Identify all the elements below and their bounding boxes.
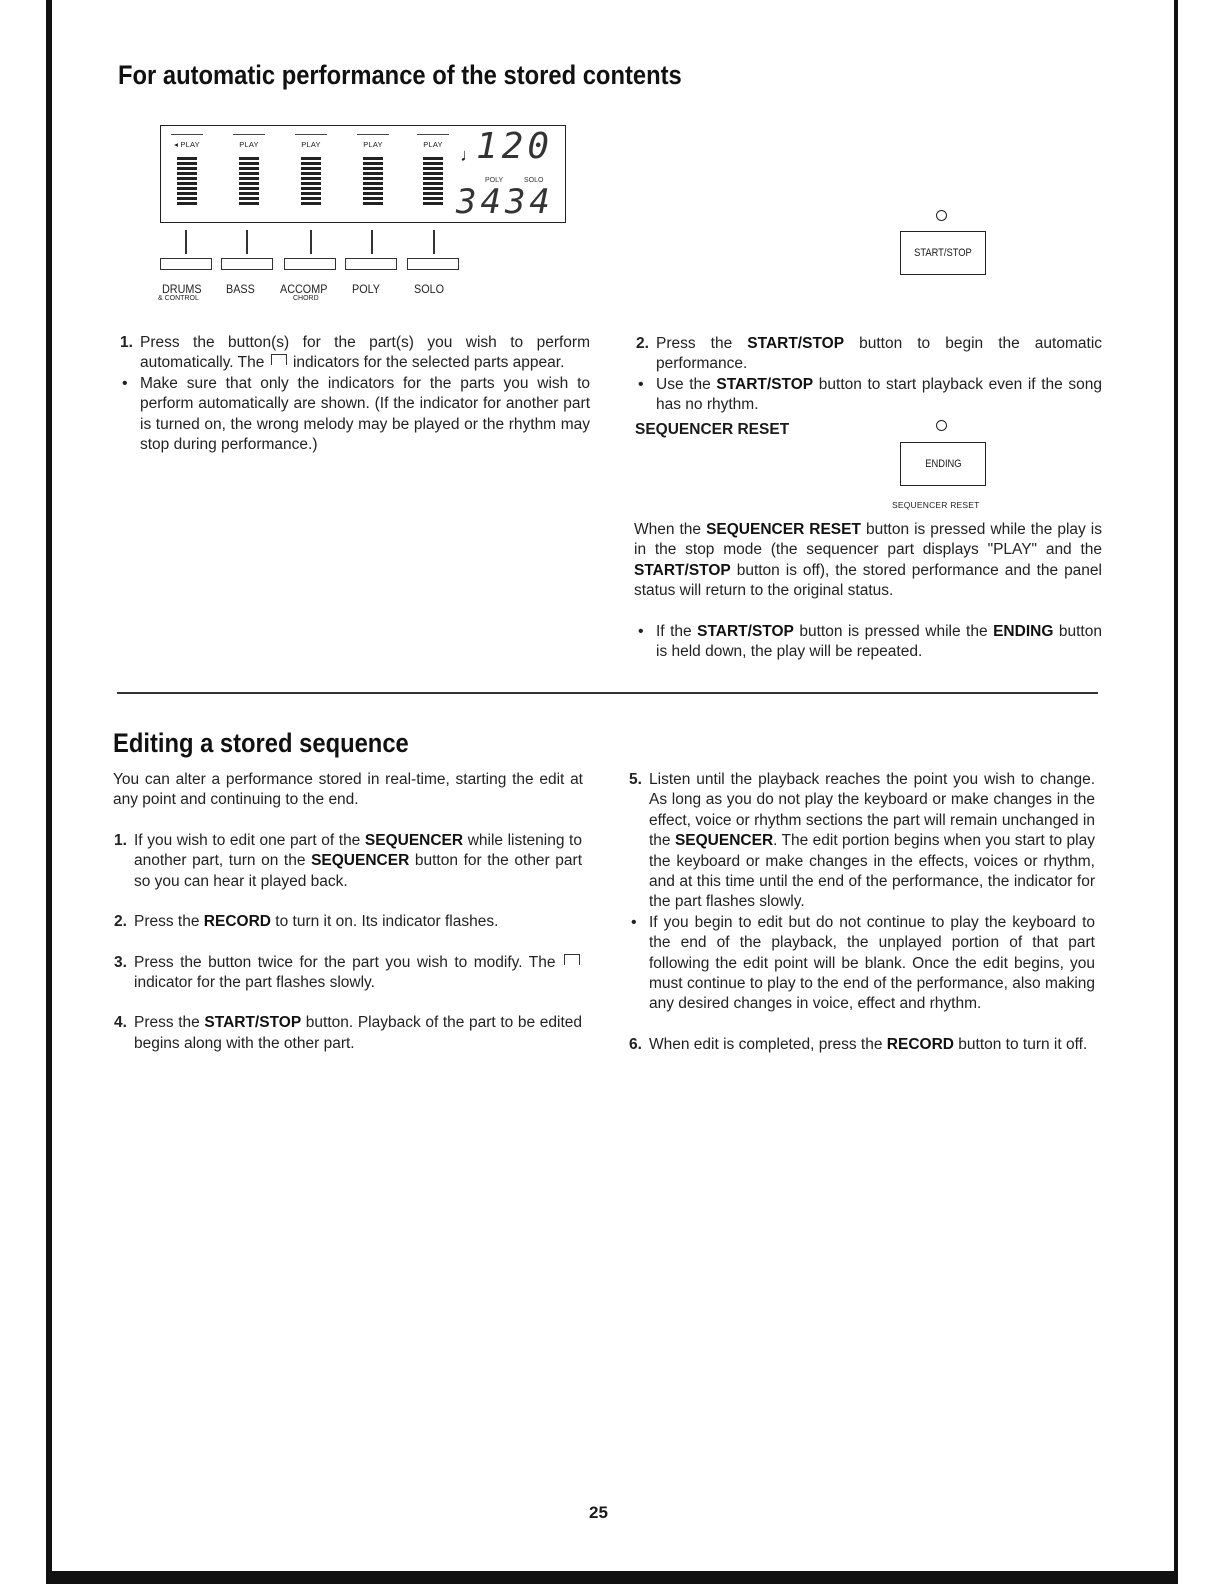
part-label-bass: BASS [226, 282, 255, 296]
level-bars [363, 157, 383, 205]
section-title-editing: Editing a stored sequence [113, 728, 409, 758]
speaker-icon: ◂ [174, 140, 179, 149]
part-button-accomp[interactable] [284, 258, 336, 270]
sequencer-reset-caption: SEQUENCER RESET [892, 500, 980, 510]
solo-lcd-label: SOLO [524, 177, 544, 184]
connector-line [185, 230, 187, 254]
step-2: 2. Press the START/STOP button to begin the automatic performance. [636, 335, 1103, 373]
level-bars [301, 157, 321, 205]
steps-editing-left [114, 831, 582, 1054]
bullet-note: • If you begin to edit but do not continue to play the keyboard to the end of the playback, the unplayed portion of that part following the edit point will be blank. Once the edit begins, you must continue to play to the end of the performance, also making any desired changes in voice, effect and rhythm. [629, 913, 1095, 1015]
part-sublabel-drums: & CONTROL [158, 295, 199, 302]
display-slot-solo [411, 134, 455, 205]
part-button-drums[interactable] [160, 258, 212, 270]
part-indicator-icon [564, 954, 580, 965]
play-indicator: PLAY [301, 140, 321, 149]
ending-repeat-note [636, 622, 1102, 663]
display-slot-poly [351, 134, 395, 205]
measure-counter-readout: 3434 [456, 182, 554, 222]
play-indicator: PLAY [423, 140, 443, 149]
part-label-accomp: ACCOMP [280, 282, 328, 296]
part-label-solo: SOLO [414, 282, 445, 296]
bullet-note: • If the START/STOP button is pressed while the ENDING button is held down, the play will be repeated. [636, 622, 1102, 663]
ending-led-icon [936, 420, 947, 431]
part-label-drums: DRUMS [162, 282, 202, 296]
page-frame-right [1174, 0, 1178, 1584]
display-slot-bass [227, 134, 271, 205]
play-indicator: PLAY [239, 140, 259, 149]
level-bars [239, 157, 259, 205]
page-frame-left [46, 0, 52, 1584]
display-slot-accomp [289, 134, 333, 205]
part-button-bass[interactable] [221, 258, 273, 270]
part-button-poly[interactable] [345, 258, 397, 270]
start-stop-button[interactable]: START/STOP [900, 231, 986, 275]
step-1: 1. If you wish to edit one part of the SEQUENCER while listening to another part, turn on the SEQUENCER button for the other part so you can hear it played back. [114, 832, 583, 890]
sequencer-reset-paragraph: When the SEQUENCER RESET button is pressed while the play is in the stop mode (the sequencer part displays "PLAY" and the START/STOP button is off), the stored performance and the panel status will return to the original status. [634, 521, 1102, 600]
part-indicator-icon [271, 354, 287, 365]
steps-editing-right [629, 770, 1095, 1055]
step-4: 4. Press the START/STOP button. Playback of the part to be edited begins along with the other part. [114, 1014, 582, 1052]
quarter-note-icon: ♩ [460, 145, 478, 165]
part-button-solo[interactable] [407, 258, 459, 270]
display-slot-drums [165, 134, 209, 205]
step-2: 2. Press the RECORD to turn it on. Its indicator flashes. [114, 913, 499, 931]
connector-line [371, 230, 373, 254]
step-5: 5. Listen until the playback reaches the point you wish to change. As long as you do not play the keyboard or make changes in the effect, voice or rhythm sections the part will remain unchanged in the SEQUENCER. The edit portion begins when you start to play the keyboard or make changes in the effects, voices or rhythm, and at this time until the end of the performance, the indicator for the part flashes slowly. [629, 771, 1095, 911]
step-6: 6. When edit is completed, press the RECORD button to turn it off. [629, 1035, 1088, 1053]
play-indicator: PLAY [180, 140, 200, 149]
section-divider [117, 692, 1098, 694]
page-frame-bottom [46, 1571, 1178, 1584]
bullet-note: • Make sure that only the indicators for the parts you wish to perform automatically are shown. (If the indicator for another part is turned on, the wrong melody may be played or the rhythm may stop during performance.) [120, 374, 590, 456]
connector-line [433, 230, 435, 254]
step-3: 3. Press the button twice for the part you wish to modify. The indicator for the part flashes slowly. [114, 953, 582, 994]
page-number: 25 [589, 1503, 608, 1522]
play-indicator: PLAY [363, 140, 383, 149]
step-1: 1. Press the button(s) for the part(s) you wish to perform automatically. The indicators for the selected parts appear. [120, 334, 590, 372]
connector-line [310, 230, 312, 254]
sequencer-reset-heading: SEQUENCER RESET [635, 421, 790, 438]
level-bars [423, 157, 443, 205]
steps-automatic-right [636, 334, 1102, 416]
part-sublabel-accomp: CHORD [293, 295, 319, 302]
poly-lcd-label: POLY [485, 177, 504, 184]
connector-line [246, 230, 248, 254]
ending-button[interactable]: ENDING [900, 442, 986, 486]
level-bars [177, 157, 197, 205]
start-stop-led-icon [936, 210, 947, 221]
steps-automatic-left [120, 333, 590, 455]
tempo-readout: 120 [476, 126, 554, 167]
bullet-note: • Use the START/STOP button to start playback even if the song has no rhythm. [636, 375, 1102, 416]
editing-intro: You can alter a performance stored in real-time, starting the edit at any point and continuing to the end. [113, 771, 583, 809]
part-label-poly: POLY [352, 282, 381, 296]
section-title-automatic-performance: For automatic performance of the stored contents [118, 60, 682, 90]
